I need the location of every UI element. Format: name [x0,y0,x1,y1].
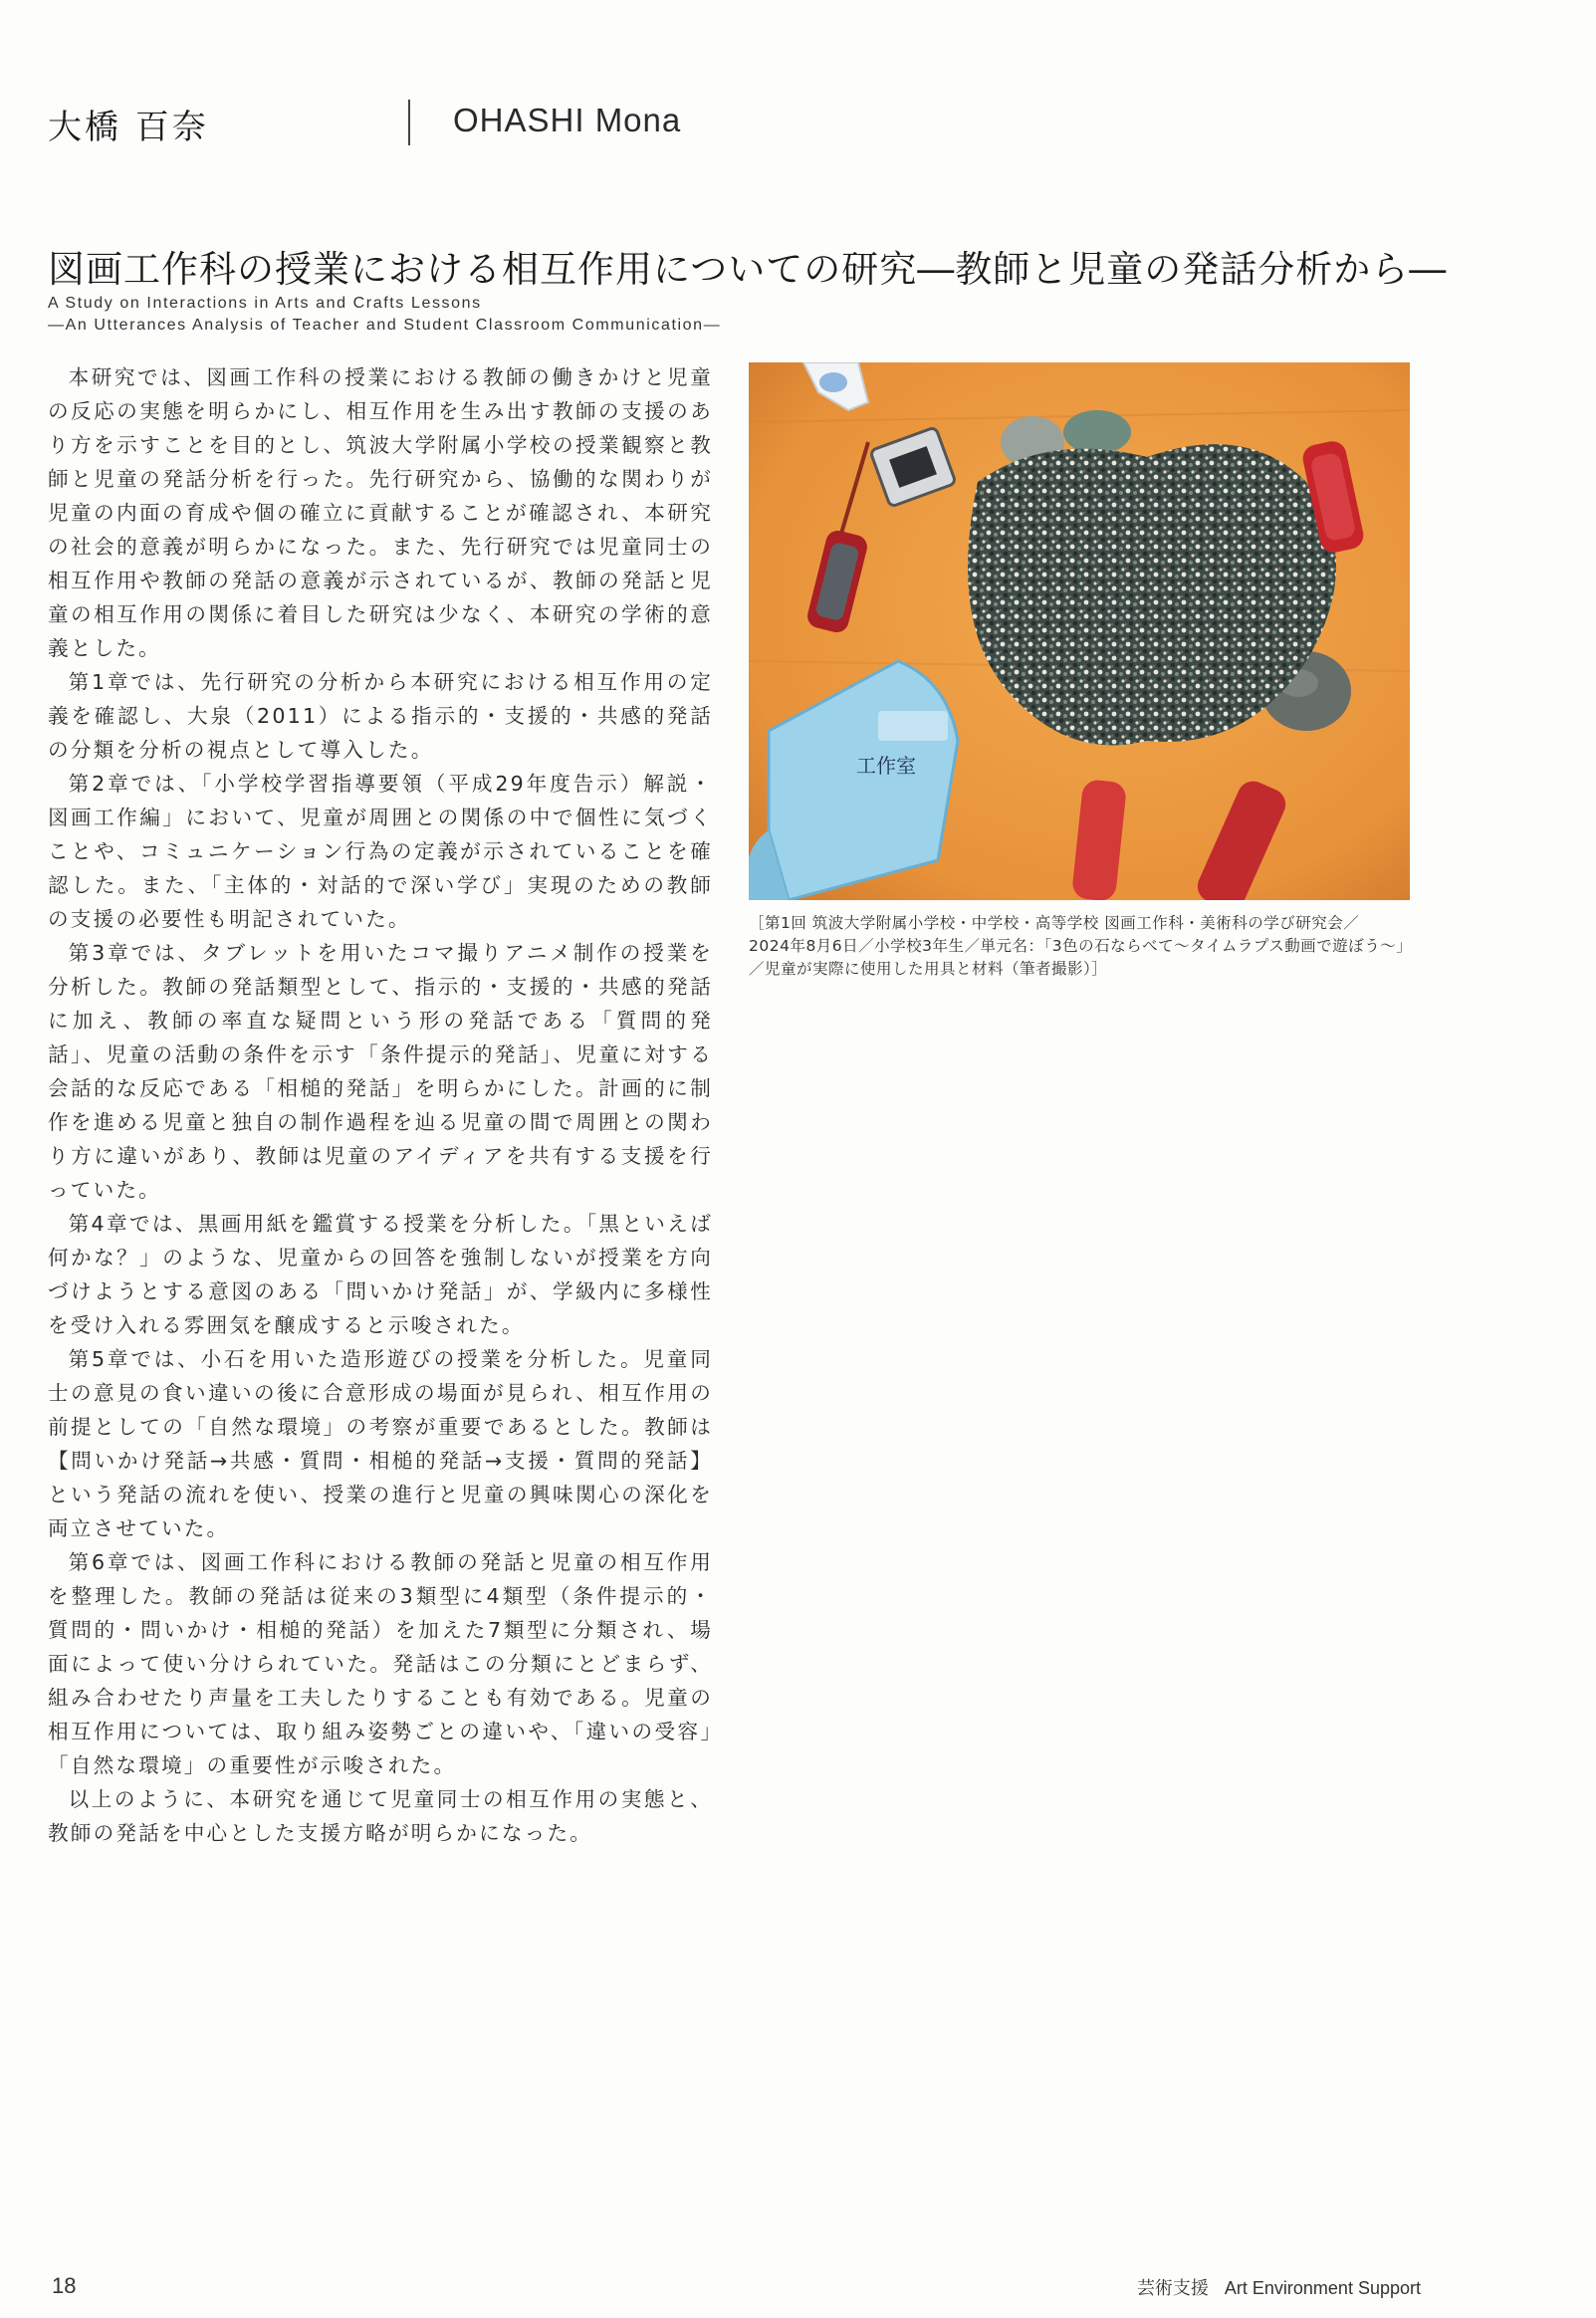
paragraph-chapter4: 第4章では、黒画用紙を鑑賞する授業を分析した。「黒といえば何かな？」のような、児童からの回答を強制しないが授業を方向づけようとする意図のある「問いかけ発話」が、学級内に多様性を受け入れる雰囲気を醸成すると示唆された。 [48,1212,713,1337]
caption-line2: 2024年8月6日／小学校3年生／単元名：「3色の石ならべて〜タイムラプス動画で遊ぼう〜」 [749,937,1413,955]
journal-name-ja: 芸術支援 [1136,2278,1209,2299]
paragraph-intro: 本研究では、図画工作科の授業における教師の働きかけと児童の反応の実態を明らかにし、相互作用を生み出す教師の支援のあり方を示すことを目的とし、筑波大学附属小学校の授業観察と教師と児童の発話分析を行った。先行研究から、協働的な関わりが児童の内面の育成や個の確立に貢献することが確認され、本研究の社会的意義が明らかになった。また、先行研究では児童同士の相互作用や教師の発話の意義が示されているが、教師の発話と児童の相互作用の関係に着目した研究は少なく、本研究の学術的意義とした。 [48,365,714,660]
paragraph-chapter2: 第2章では、「小学校学習指導要領（平成29年度告示）解説・図画工作編」において、児童が周囲との関係の中で個性に気づくことや、コミュニケーション行為の定義が示されていることを確認した。また、「主体的・対話的で深い学び」実現のための教師の支援の必要性も明記されていた。 [48,772,713,931]
abstract-body [48,360,713,1850]
paragraph-chapter5: 第5章では、小石を用いた造形遊びの授業を分析した。児童同士の意見の食い違いの後に合意形成の場面が見られ、相互作用の前提としての「自然な環境」の考察が重要であるとした。教師は【問いかけ発話→共感・質問・相槌的発話→支援・質問的発話】という発話の流れを使い、授業の進行と児童の興味関心の深化を両立させていた。 [48,1347,713,1540]
paragraph-chapter1: 第1章では、先行研究の分析から本研究における相互作用の定義を確認し、大泉（2011）による指示的・支援的・共感的発話の分類を分析の視点として導入した。 [48,670,713,762]
journal-name-en: Art Environment Support [1224,2278,1421,2298]
title-en-line1: A Study on Interactions in Arts and Crafts Lessons [48,295,482,312]
paragraph-conclusion: 以上のように、本研究を通じて児童同士の相互作用の実態と、教師の発話を中心とした支援方略が明らかになった。 [48,1787,713,1845]
title-en-line2: ―An Utterances Analysis of Teacher and Student Classroom Communication― [48,317,722,334]
author-name-en: OHASHI Mona [453,102,682,138]
photo-caption [749,912,1446,981]
journal-footer [1137,2274,1421,2300]
paragraph-chapter6: 第6章では、図画工作科における教師の発話と児童の相互作用を整理した。教師の発話は従来の3類型に4類型（条件提示的・質問的・問いかけ・相槌的発話）を加えた7類型に分類され、場面によって使い分けられていた。発話はこの分類にとどまらず、組み合わせたり声量を工夫したりすることも有効である。児童の相互作用については、取り組み姿勢ごとの違いや、「違いの受容」「自然な環境」の重要性が示唆された。 [48,1550,713,1777]
page-number: 18 [52,2273,77,2298]
dustpan-label: 工作室 [856,754,916,778]
caption-line1: ［第1回 筑波大学附属小学校・中学校・高等学校 図画工作科・美術科の学び研究会／ [749,914,1360,932]
title-en [48,293,721,337]
author-divider [408,100,410,145]
paragraph-chapter3: 第3章では、タブレットを用いたコマ撮りアニメ制作の授業を分析した。教師の発話類型として、指示的・支援的・共感的発話に加え、教師の率直な疑問という形の発話である「質問的発話」、児童の活動の条件を示す「条件提示的発話」、児童に対する会話的な反応である「相槌的発話」を明らかにした。計画的に制作を進める児童と独自の制作過程を辿る児童の間で周囲との関わり方に違いがあり、教師は児童のアイディアを共有する支援を行っていた。 [48,941,713,1202]
photo-materials [749,362,1410,900]
author-name-ja: 大橋 百奈 [48,108,209,147]
title-ja: 図画工作科の授業における相互作用についての研究―教師と児童の発話分析から― [48,248,1448,291]
caption-line3: ／児童が実際に使用した用具と材料（筆者撮影）］ [749,960,1108,978]
